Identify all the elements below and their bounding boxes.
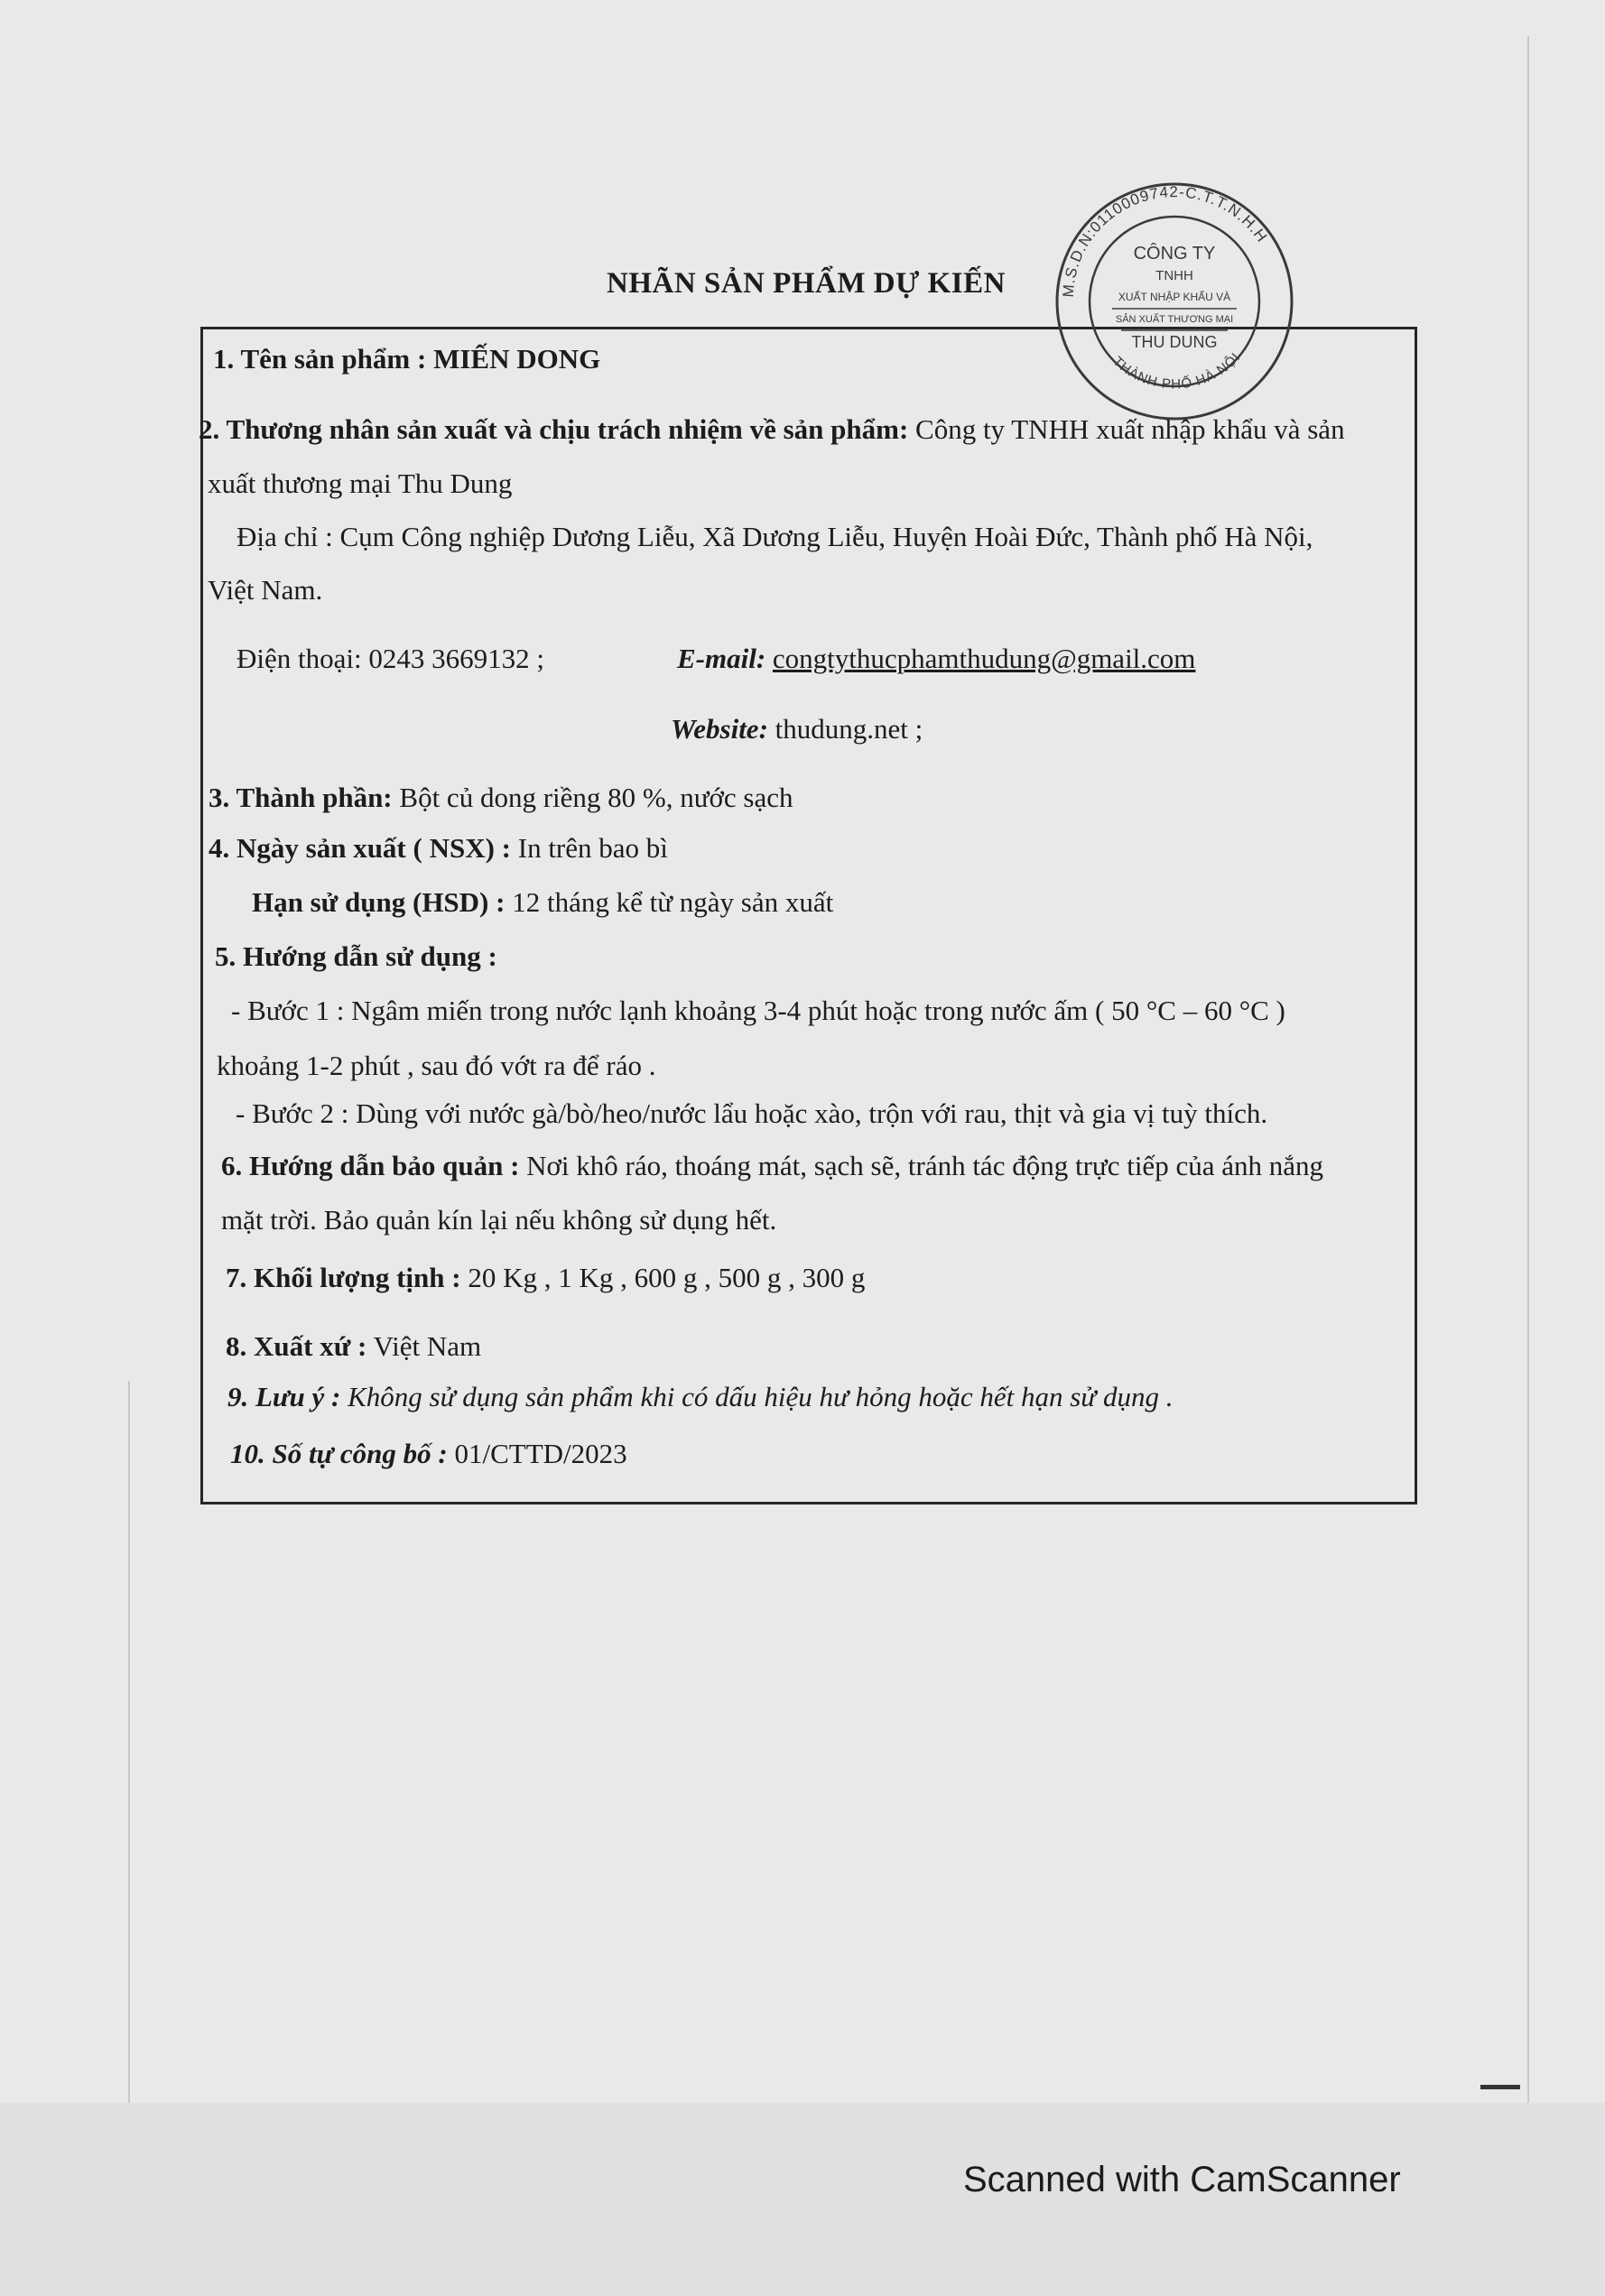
address-line: Địa chỉ : Cụm Công nghiệp Dương Liễu, Xã Dương Liễu, Huyện Hoài Đức, Thành phố Hà Nội, [237, 521, 1313, 552]
storage-row [221, 1150, 1323, 1182]
product-name-label: 1. Tên sản phẩm : [213, 343, 427, 375]
email-link[interactable]: congtythucphamthudung@gmail.com [772, 643, 1196, 674]
website-value: thudung.net ; [775, 713, 923, 745]
seal-line-4: SẢN XUẤT THƯƠNG MẠI [1115, 314, 1234, 325]
svg-text:THÀNH PHỐ HÀ NỘI [1109, 349, 1243, 392]
net-weight-label: 7. Khối lượng tịnh : [226, 1262, 461, 1293]
seal-bottom-text: THÀNH PHỐ HÀ NỘI [1109, 349, 1244, 393]
seal-line-3: XUẤT NHẬP KHẨU VÀ [1118, 291, 1231, 303]
ingredients-row [209, 782, 793, 814]
seal-line-5: THU DUNG [1131, 333, 1218, 351]
expiry-label: Hạn sử dụng (HSD) : [252, 886, 506, 918]
origin-value: Việt Nam [373, 1330, 482, 1362]
net-weight-value: 20 Kg , 1 Kg , 600 g , 500 g , 300 g [468, 1262, 866, 1293]
website-label: Website: [671, 713, 768, 745]
company-seal [1049, 176, 1300, 427]
expiry-value: 12 tháng kể từ ngày sản xuất [512, 886, 834, 918]
net-weight-row [226, 1262, 865, 1294]
usage-heading: 5. Hướng dẫn sử dụng : [215, 940, 497, 972]
email-line [677, 643, 1195, 675]
seal-ring-text: M.S.D.N:0110009742-C.T.T.N.H.H [1059, 183, 1271, 299]
usage-step-1-cont: khoảng 1-2 phút , sau đó vớt ra để ráo . [217, 1050, 656, 1081]
camscanner-watermark: Scanned with CamScanner [963, 2160, 1401, 2199]
trader-value-cont: xuất thương mại Thu Dung [208, 468, 513, 499]
seal-line-1: CÔNG TY [1133, 244, 1216, 264]
manufacture-date-label: 4. Ngày sản xuất ( NSX) : [209, 832, 511, 864]
manufacture-date-value: In trên bao bì [517, 832, 668, 864]
note-row [227, 1381, 1173, 1413]
manufacture-date-row [209, 832, 668, 865]
origin-row [226, 1330, 481, 1363]
declaration-row [230, 1438, 627, 1470]
page-corner-mark [1480, 2085, 1520, 2089]
product-name-row [213, 343, 600, 375]
ingredients-label: 3. Thành phần: [209, 782, 393, 813]
storage-value: Nơi khô ráo, thoáng mát, sạch sẽ, tránh tác động trực tiếp của ánh nắng [526, 1150, 1323, 1181]
storage-label: 6. Hướng dẫn bảo quản : [221, 1150, 520, 1181]
website-line [671, 713, 923, 745]
usage-step-2: - Bước 2 : Dùng với nước gà/bò/heo/nước lẩu hoặc xào, trộn với rau, thịt và gia vị tuỳ thích. [236, 1097, 1268, 1129]
trader-label: 2. Thương nhân sản xuất và chịu trách nhiệm về sản phẩm: [199, 413, 909, 445]
email-label: E-mail: [677, 643, 766, 674]
storage-value-cont: mặt trời. Bảo quản kín lại nếu không sử dụng hết. [221, 1204, 777, 1236]
expiry-row [252, 886, 833, 919]
page-fold-line-left [128, 1381, 130, 2103]
declaration-value: 01/CTTD/2023 [454, 1438, 627, 1469]
note-value: Không sử dụng sản phẩm khi có dấu hiệu hư hỏng hoặc hết hạn sử dụng . [348, 1381, 1174, 1412]
note-label: 9. Lưu ý : [227, 1381, 341, 1412]
document-title: NHÃN SẢN PHẨM DỰ KIẾN [607, 267, 1006, 300]
usage-step-1: - Bước 1 : Ngâm miến trong nước lạnh khoảng 3-4 phút hoặc trong nước ấm ( 50 °C – 60 °C ) [231, 995, 1285, 1026]
declaration-label: 10. Số tự công bố : [230, 1438, 448, 1469]
trader-value: Công ty TNHH xuất nhập khẩu và sản [915, 413, 1345, 445]
address-line-cont: Việt Nam. [208, 574, 323, 606]
product-name-value: MIẾN DONG [433, 343, 601, 375]
origin-label: 8. Xuất xứ : [226, 1330, 367, 1362]
ingredients-value: Bột củ dong riềng 80 %, nước sạch [399, 782, 793, 813]
phone-line: Điện thoại: 0243 3669132 ; [237, 643, 544, 674]
seal-line-2: TNHH [1155, 268, 1193, 283]
page-fold-line [1527, 36, 1529, 2103]
